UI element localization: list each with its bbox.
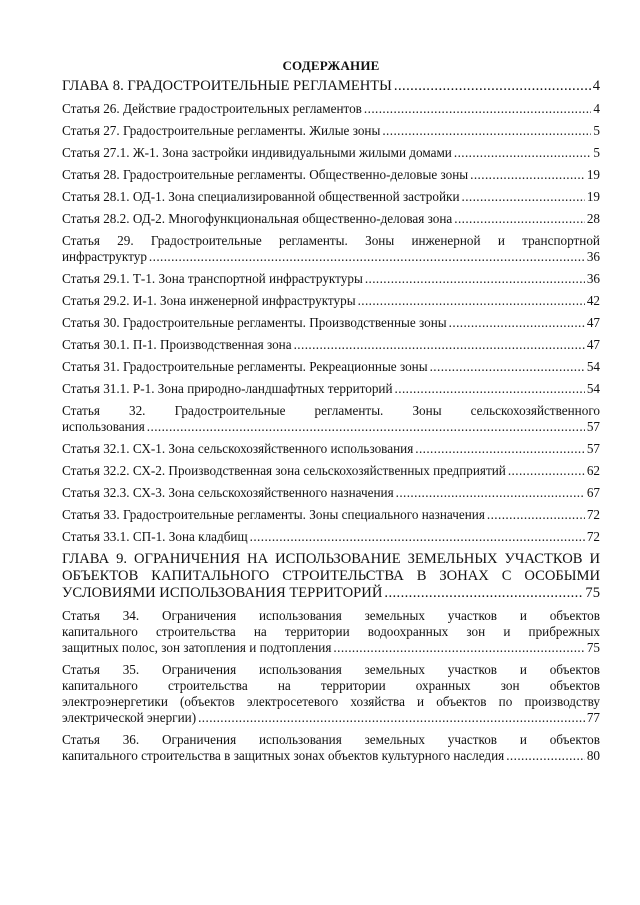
toc-entry-title: Статья 28. Градостроительные регламенты. Общественно-деловые зоны [62, 167, 469, 182]
document-page [62, 58, 600, 770]
toc-entry-title: Статья 26. Действие градостроительных регламентов [62, 101, 362, 116]
toc-entry-title: УСЛОВИЯМИ ИСПОЛЬЗОВАНИЯ ТЕРРИТОРИЙ [62, 585, 383, 601]
toc-article-entry[interactable] [62, 123, 600, 139]
toc-page-number: 19 [586, 167, 600, 182]
toc-page-number: 36 [586, 249, 600, 264]
toc-entry-last-line [62, 748, 600, 764]
toc-entry-last-line [62, 293, 600, 309]
toc-entry-text-line: Статья 29. Градостроительные регламенты. Зоны инженерной и транспортной [62, 233, 600, 248]
toc-article-entry[interactable] [62, 662, 600, 726]
toc-page-number: 42 [586, 293, 600, 308]
dot-leader [294, 337, 585, 353]
toc-entry-title: Статья 27. Градостроительные регламенты. Жилые зоны [62, 123, 381, 138]
toc-article-entry[interactable] [62, 315, 600, 331]
dot-leader [333, 640, 584, 656]
toc-entry-text-line: Статья 32. Градостроительные регламенты. Зоны сельскохозяйственного [62, 403, 600, 418]
toc-entry-last-line [62, 271, 600, 287]
toc-page-number: 36 [586, 271, 600, 286]
toc-article-entry[interactable] [62, 337, 600, 353]
toc-entry-title: капитального строительства в защитных зонах объектов культурного наследия [62, 748, 505, 763]
toc-entry-last-line [62, 145, 600, 161]
toc-page-number: 62 [586, 463, 600, 478]
toc-entry-text-line: электроэнергетики (объектов электросетевого хозяйства и объектов по производству [62, 694, 600, 709]
toc-entry-title: ГЛАВА 8. ГРАДОСТРОИТЕЛЬНЫЕ РЕГЛАМЕНТЫ [62, 78, 392, 94]
toc-article-entry[interactable] [62, 441, 600, 457]
dot-leader [462, 189, 585, 205]
toc-chapter-entry[interactable] [62, 78, 600, 95]
toc-entry-last-line [62, 640, 600, 656]
toc-article-entry[interactable] [62, 529, 600, 545]
toc-page-number: 4 [593, 101, 600, 116]
dot-leader [449, 315, 585, 331]
toc-article-entry[interactable] [62, 507, 600, 523]
toc-article-entry[interactable] [62, 293, 600, 309]
toc-article-entry[interactable] [62, 233, 600, 265]
toc-page-number: 75 [586, 640, 600, 655]
toc-article-entry[interactable] [62, 381, 600, 397]
dot-leader [396, 485, 585, 501]
dot-leader [415, 441, 585, 457]
toc-page-number: 19 [586, 189, 600, 204]
toc-page-number: 67 [586, 485, 600, 500]
dot-leader [508, 463, 585, 479]
toc-list [62, 78, 600, 764]
toc-entry-title: Статья 29.2. И-1. Зона инженерной инфраструктуры [62, 293, 356, 308]
toc-article-entry[interactable] [62, 463, 600, 479]
toc-entry-last-line [62, 359, 600, 375]
dot-leader [506, 748, 585, 764]
toc-article-entry[interactable] [62, 211, 600, 227]
toc-entry-last-line [62, 529, 600, 545]
toc-article-entry[interactable] [62, 167, 600, 183]
toc-title: СОДЕРЖАНИЕ [282, 58, 380, 73]
toc-entry-text-line: Статья 35. Ограничения использования земельных участков и объектов [62, 662, 600, 677]
toc-entry-title: Статья 32.1. СХ-1. Зона сельскохозяйственного использования [62, 441, 414, 456]
toc-article-entry[interactable] [62, 359, 600, 375]
toc-page-number: 47 [586, 337, 600, 352]
toc-entry-title: Статья 28.2. ОД-2. Многофункциональная общественно-деловая зона [62, 211, 453, 226]
toc-entry-title: Статья 33.1. СП-1. Зона кладбищ [62, 529, 248, 544]
toc-page-number: 54 [586, 381, 600, 396]
toc-entry-title: Статья 32.2. СХ-2. Производственная зона сельскохозяйственных предприятий [62, 463, 506, 478]
dot-leader [250, 529, 585, 545]
toc-page-number: 4 [592, 78, 600, 94]
toc-entry-last-line [62, 78, 600, 95]
toc-entry-title: электрической энергии) [62, 710, 197, 725]
toc-page-number: 72 [586, 529, 600, 544]
toc-page-number: 47 [586, 315, 600, 330]
toc-article-entry[interactable] [62, 271, 600, 287]
toc-page-number: 28 [586, 211, 600, 226]
toc-page-number: 5 [593, 123, 600, 138]
dot-leader [149, 249, 585, 265]
toc-article-entry[interactable] [62, 485, 600, 501]
toc-entry-last-line [62, 101, 600, 117]
toc-entry-title: Статья 30.1. П-1. Производственная зона [62, 337, 292, 352]
toc-article-entry[interactable] [62, 101, 600, 117]
dot-leader [364, 101, 591, 117]
toc-entry-last-line [62, 463, 600, 479]
toc-entry-last-line [62, 189, 600, 205]
dot-leader [147, 419, 585, 435]
toc-entry-last-line [62, 123, 600, 139]
toc-chapter-entry[interactable] [62, 551, 600, 602]
toc-entry-title: инфраструктур [62, 249, 147, 264]
dot-leader [430, 359, 585, 375]
toc-page-number: 5 [593, 145, 600, 160]
toc-entry-last-line [62, 710, 600, 726]
toc-entry-title: Статья 32.3. СХ-3. Зона сельскохозяйственного назначения [62, 485, 394, 500]
dot-leader [394, 78, 591, 95]
toc-entry-last-line [62, 441, 600, 457]
toc-entry-text-line: ОБЪЕКТОВ КАПИТАЛЬНОГО СТРОИТЕЛЬСТВА В ЗОНАХ С ОСОБЫМИ [62, 568, 600, 584]
toc-entry-last-line [62, 485, 600, 501]
toc-page-number: 77 [586, 710, 600, 725]
toc-entry-title: защитных полос, зон затопления и подтопления [62, 640, 332, 655]
toc-entry-title: Статья 31. Градостроительные регламенты. Рекреационные зоны [62, 359, 428, 374]
dot-leader [454, 145, 592, 161]
toc-article-entry[interactable] [62, 189, 600, 205]
toc-entry-title: использования [62, 419, 145, 434]
toc-entry-text-line: Статья 36. Ограничения использования земельных участков и объектов [62, 732, 600, 747]
toc-page-number: 72 [586, 507, 600, 522]
toc-entry-last-line [62, 337, 600, 353]
toc-entry-last-line [62, 585, 600, 602]
toc-article-entry[interactable] [62, 145, 600, 161]
toc-entry-last-line [62, 315, 600, 331]
dot-leader [487, 507, 585, 523]
dot-leader [358, 293, 585, 309]
toc-page-number: 57 [586, 419, 600, 434]
toc-entry-last-line [62, 249, 600, 265]
toc-entry-last-line [62, 211, 600, 227]
toc-entry-title: Статья 31.1. Р-1. Зона природно-ландшафтных территорий [62, 381, 393, 396]
toc-entry-text-line: капитального строительства на территории охранных зон объектов [62, 678, 600, 693]
toc-article-entry[interactable] [62, 608, 600, 656]
dot-leader [395, 381, 585, 397]
toc-entry-title: Статья 28.1. ОД-1. Зона специализированной общественной застройки [62, 189, 460, 204]
toc-article-entry[interactable] [62, 732, 600, 764]
dot-leader [198, 710, 585, 726]
toc-entry-last-line [62, 167, 600, 183]
dot-leader [454, 211, 585, 227]
toc-entry-title: Статья 30. Градостроительные регламенты. Производственные зоны [62, 315, 447, 330]
toc-page-number: 57 [586, 441, 600, 456]
toc-page-number: 75 [585, 585, 600, 601]
toc-entry-title: Статья 27.1. Ж-1. Зона застройки индивидуальными жилыми домами [62, 145, 452, 160]
dot-leader [470, 167, 585, 183]
toc-entry-last-line [62, 381, 600, 397]
toc-page-number: 54 [586, 359, 600, 374]
toc-entry-title: Статья 29.1. Т-1. Зона транспортной инфраструктуры [62, 271, 363, 286]
toc-article-entry[interactable] [62, 403, 600, 435]
toc-entry-last-line [62, 507, 600, 523]
toc-entry-text-line: Статья 34. Ограничения использования земельных участков и объектов [62, 608, 600, 623]
toc-page-number: 80 [586, 748, 600, 763]
toc-entry-last-line [62, 419, 600, 435]
toc-entry-text-line: капитального строительства на территории водоохранных зон и прибрежных [62, 624, 600, 639]
dot-leader [382, 123, 591, 139]
dot-leader [384, 585, 583, 602]
toc-entry-title: Статья 33. Градостроительные регламенты. Зоны специального назначения [62, 507, 485, 522]
toc-entry-text-line: ГЛАВА 9. ОГРАНИЧЕНИЯ НА ИСПОЛЬЗОВАНИЕ ЗЕМЕЛЬНЫХ УЧАСТКОВ И [62, 551, 600, 567]
dot-leader [365, 271, 585, 287]
